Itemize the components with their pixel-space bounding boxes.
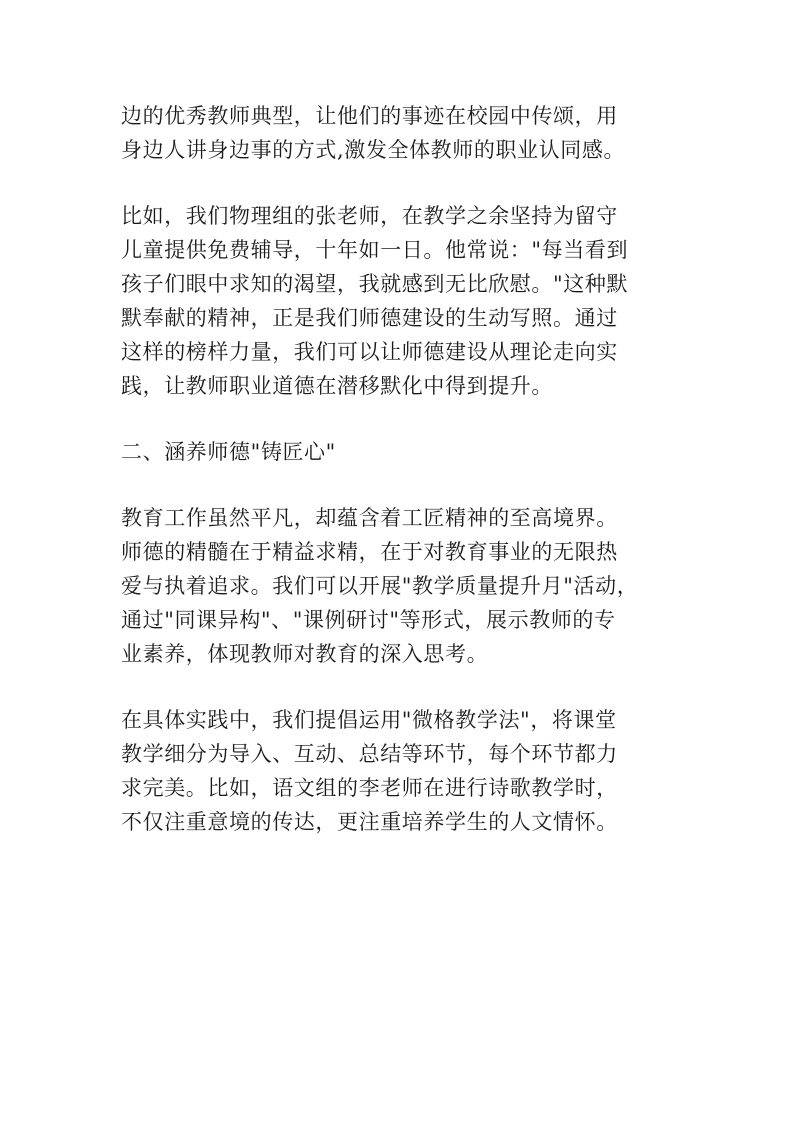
text-line: 师德的精髓在于精益求精，在于对教育事业的无限热 (121, 540, 618, 564)
text-line: 儿童提供免费辅导，十年如一日。他常说："每当看到 (121, 238, 629, 262)
section-heading-2: 二、涵养师德"铸匠心" (121, 440, 336, 464)
text-line: 业素养，体现教师对教育的深入思考。 (121, 642, 489, 666)
text-line: 不仅注重意境的传达，更注重培养学生的人文情怀。 (121, 810, 618, 834)
text-line: 默奉献的精神，正是我们师德建设的生动写照。通过 (121, 306, 618, 330)
text-line: 身边人讲身边事的方式,激发全体教师的职业认同感。 (121, 138, 626, 162)
paragraph-microteaching (121, 703, 681, 839)
text-line: 边的优秀教师典型，让他们的事迹在校园中传颂，用 (121, 104, 618, 128)
text-line: 求完美。比如，语文组的李老师在进行诗歌教学时， (121, 776, 618, 800)
document-body (121, 99, 681, 871)
text-line: 教学细分为导入、互动、总结等环节，每个环节都力 (121, 742, 618, 766)
text-line: 爱与执着追求。我们可以开展"教学质量提升月"活动， (121, 574, 639, 598)
text-line: 在具体实践中，我们提倡运用"微格教学法"，将课堂 (121, 708, 617, 732)
text-line: 通过"同课异构"、"课例研讨"等形式，展示教师的专 (121, 608, 616, 632)
text-line: 这样的榜样力量，我们可以让师德建设从理论走向实 (121, 340, 618, 364)
text-line: 孩子们眼中求知的渴望，我就感到无比欣慰。"这种默 (121, 272, 629, 296)
paragraph-physics-teacher-example (121, 199, 681, 403)
text-line: 比如，我们物理组的张老师，在教学之余坚持为留守 (121, 204, 618, 228)
paragraph-craftsmanship (121, 501, 681, 671)
paragraph-role-models-continued (121, 99, 681, 167)
text-line: 教育工作虽然平凡，却蕴含着工匠精神的至高境界。 (121, 506, 618, 530)
text-line: 践，让教师职业道德在潜移默化中得到提升。 (121, 374, 553, 398)
